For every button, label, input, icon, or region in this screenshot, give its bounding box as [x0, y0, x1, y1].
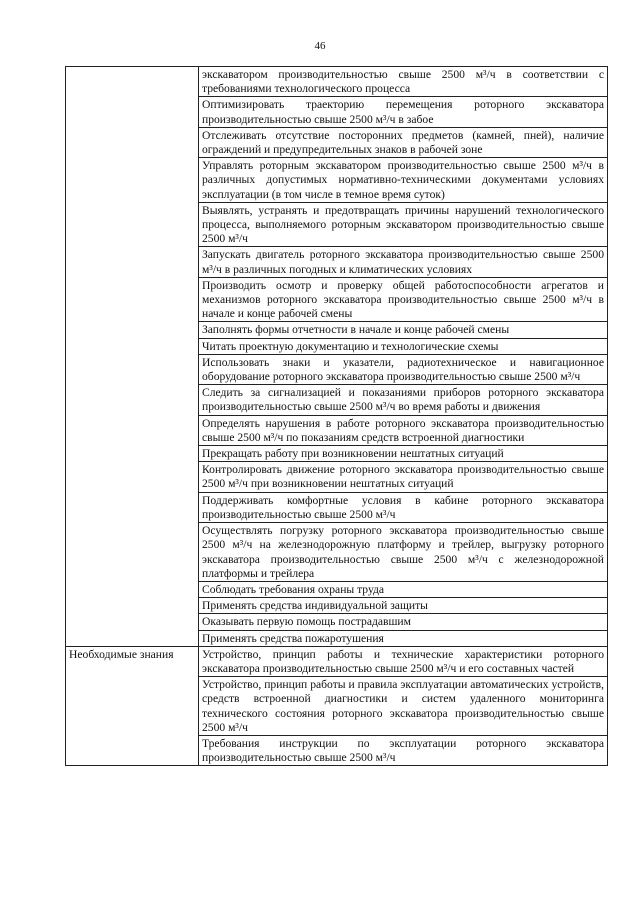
skill-item: Отслеживать отсутствие посторонних предметов (камней, пней), наличие ограждений и предупредительных знаков в рабочей зоне — [199, 127, 608, 157]
skill-item: Заполнять формы отчетности в начале и конце рабочей смены — [199, 322, 608, 338]
skill-item: Оказывать первую помощь пострадавшим — [199, 614, 608, 630]
skill-item: Запускать двигатель роторного экскаватора производительностью свыше 2500 м³/ч в различных погодных и климатических условиях — [199, 247, 608, 277]
skill-item: Осуществлять погрузку роторного экскаватора производительностью свыше 2500 м³/ч на железнодорожную платформу и трейлер, выгрузку роторного экскаватора производительностью свыше 2500 м³/ч с железнодорожной платформы и трейлера — [199, 523, 608, 582]
competency-table-body — [66, 67, 608, 766]
skill-item: Следить за сигнализацией и показаниями приборов роторного экскаватора производительностью свыше 2500 м³/ч во время работы и движения — [199, 385, 608, 415]
knowledge-item: Устройство, принцип работы и технические характеристики роторного экскаватора производительностью свыше 2500 м³/ч и его составных частей — [199, 646, 608, 676]
skill-item: Контролировать движение роторного экскаватора производительностью свыше 2500 м³/ч при возникновении нештатных ситуаций — [199, 462, 608, 492]
row-label-required-knowledge: Необходимые знания — [66, 646, 199, 766]
table-row — [66, 67, 608, 97]
knowledge-item: Требования инструкции по эксплуатации роторного экскаватора производительностью свыше 2500 м³/ч — [199, 735, 608, 765]
table-row — [66, 646, 608, 676]
skill-item: экскаватором производительностью свыше 2500 м³/ч в соответствии с требованиями технологического процесса — [199, 67, 608, 97]
knowledge-item: Устройство, принцип работы и правила эксплуатации автоматических устройств, средств встроенной диагностики и систем удаленного мониторинга технического состояния роторного экскаватора производительностью свыше 2500 м³/ч — [199, 677, 608, 736]
skill-item: Применять средства пожаротушения — [199, 630, 608, 646]
row-label-skills — [66, 67, 199, 647]
competency-table — [65, 66, 608, 766]
skill-item: Поддерживать комфортные условия в кабине роторного экскаватора производительностью свыше 2500 м³/ч — [199, 492, 608, 522]
skill-item: Определять нарушения в работе роторного экскаватора производительностью свыше 2500 м³/ч по показаниям средств встроенной диагностики — [199, 415, 608, 445]
page-number: 46 — [314, 40, 326, 52]
skill-item: Читать проектную документацию и технологические схемы — [199, 338, 608, 354]
skill-item: Соблюдать требования охраны труда — [199, 581, 608, 597]
skill-item: Управлять роторным экскаватором производительностью свыше 2500 м³/ч в различных допустимых нормативно-техническими документами условиях эксплуатации (в том числе в темное время суток) — [199, 158, 608, 203]
skill-item: Выявлять, устранять и предотвращать причины нарушений технологического процесса, выполняемого роторным экскаватором производительностью свыше 2500 м³/ч — [199, 202, 608, 247]
skill-item: Применять средства индивидуальной защиты — [199, 598, 608, 614]
skill-item: Производить осмотр и проверку общей работоспособности агрегатов и механизмов роторного экскаватора производительностью свыше 2500 м³/ч в начале и конце рабочей смены — [199, 277, 608, 322]
skill-item: Оптимизировать траекторию перемещения роторного экскаватора производительностью свыше 2500 м³/ч в забое — [199, 97, 608, 127]
skill-item: Использовать знаки и указатели, радиотехническое и навигационное оборудование роторного экскаватора производительностью свыше 2500 м³/ч — [199, 354, 608, 384]
skill-item: Прекращать работу при возникновении нештатных ситуаций — [199, 446, 608, 462]
